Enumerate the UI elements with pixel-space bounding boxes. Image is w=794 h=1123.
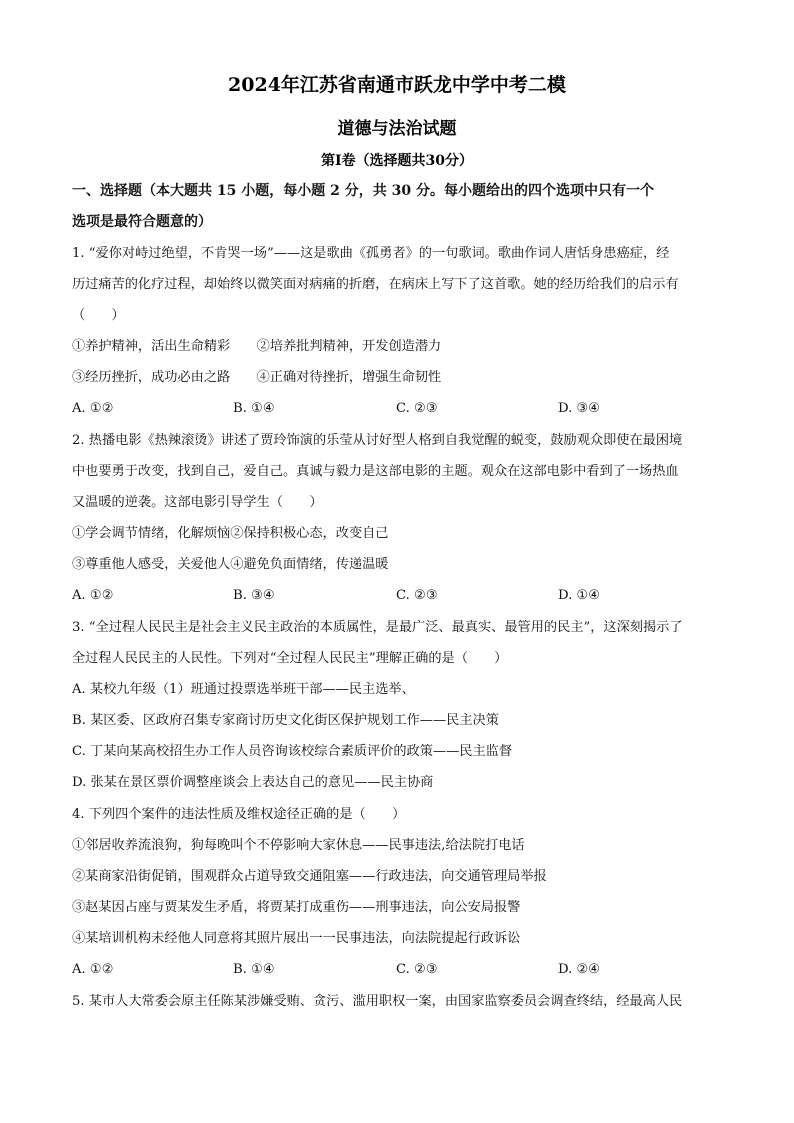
q2-option-d: D. ①④ — [558, 588, 601, 603]
q3-option-c: C. 丁某向某高校招生办工作人员咨询该校综合素质评价的政策——民主监督 — [72, 744, 513, 759]
q2-statement-1: ①学会调节情绪，化解烦恼②保持积极心态，改变自己 — [72, 526, 389, 541]
q4-statement-1: ①邻居收养流浪狗，狗每晚叫个不停影响大家休息——民事违法,给法院打电话 — [72, 838, 525, 853]
q4-stem-line1: 4. 下列四个案件的违法性质及维权途径正确的是（ ） — [72, 807, 406, 822]
q4-statement-3: ③赵某因占座与贾某发生矛盾，将贾某打成重伤——刑事违法，向公安局报警 — [72, 900, 521, 915]
q4-option-a: A. ①② — [72, 962, 114, 977]
q1-stem-line3: （ ） — [72, 308, 125, 323]
exam-title: 2024年江苏省南通市跃龙中学中考二模 — [228, 74, 566, 96]
q1-stem-line1: 1. “爱你对峙过绝望，不肯哭一场”——这是歌曲《孤勇者》的一句歌词。歌曲作词人唐恬身患癌症，经 — [72, 246, 670, 261]
q5-stem-line1: 5. 某市人大常委会原主任陈某涉嫌受贿、贪污、滥用职权一案，由国家监察委员会调查终结，经最高人民 — [72, 994, 683, 1009]
q1-stem-line2: 历过痛苦的化疗过程，却始终以微笑面对病痛的折磨，在病床上写下了这首歌。她的经历给我们的启示有 — [72, 277, 679, 292]
q2-statement-2: ③尊重他人感受，关爱他人④避免负面情绪，传递温暖 — [72, 557, 389, 572]
q2-stem-line2: 中也要勇于改变，找到自己，爱自己。真诚与毅力是这部电影的主题。观众在这部电影中看到了一场热血 — [72, 464, 679, 479]
q1-option-c: C. ②③ — [396, 401, 438, 416]
q2-option-b: B. ③④ — [233, 588, 275, 603]
q2-option-a: A. ①② — [72, 588, 114, 603]
q2-stem-line1: 2. 热播电影《热辣滚烫》讲述了贾玲饰演的乐莹从讨好型人格到自我觉醒的蜕变，鼓励观众即使在最困境 — [72, 433, 683, 448]
q4-option-d: D. ②④ — [558, 962, 601, 977]
section-instruction-line2: 选项是最符合题意的） — [72, 214, 212, 230]
q1-option-b: B. ①④ — [233, 401, 275, 416]
q1-option-a: A. ①② — [72, 401, 114, 416]
q1-statement-1: ①养护精神，活出生命精彩 ②培养批判精神，开发创造潜力 — [72, 339, 442, 354]
q2-stem-line3: 又温暖的逆袭。这部电影引导学生（ ） — [72, 495, 323, 510]
q3-stem-line2: 全过程人民民主的人民性。下列对“全过程人民民主”理解正确的是（ ） — [72, 651, 508, 666]
q1-option-d: D. ③④ — [558, 401, 601, 416]
section-instruction-line1: 一、选择题（本大题共 15 小题，每小题 2 分，共 30 分。每小题给出的四个选项中只有一个 — [72, 183, 654, 199]
q3-option-b: B. 某区委、区政府召集专家商讨历史文化街区保护规划工作——民主决策 — [72, 713, 499, 728]
volume-heading: 第Ⅰ卷（选择题共30分） — [320, 153, 474, 169]
q3-option-a: A. 某校九年级（1）班通过投票选举班干部——民主选举、 — [72, 682, 415, 697]
q1-statement-2: ③经历挫折，成功必由之路 ④正确对待挫折，增强生命韧性 — [72, 370, 442, 385]
q3-stem-line1: 3. “全过程人民民主是社会主义民主政治的本质属性，是最广泛、最真实、最管用的民主”，这深刻揭示了 — [72, 620, 683, 635]
subject-title: 道德与法治试题 — [337, 119, 457, 139]
q3-option-d: D. 张某在景区票价调整座谈会上表达自己的意见——民主协商 — [72, 775, 434, 790]
q4-statement-2: ②某商家沿街促销，围观群众占道导致交通阻塞——行政违法，向交通管理局举报 — [72, 869, 547, 884]
q4-option-b: B. ①④ — [233, 962, 275, 977]
q4-option-c: C. ②③ — [396, 962, 438, 977]
q2-option-c: C. ②③ — [396, 588, 438, 603]
q4-statement-4: ④某培训机构未经他人同意将其照片展出一一民事违法，向法院提起行政诉讼 — [72, 931, 521, 946]
